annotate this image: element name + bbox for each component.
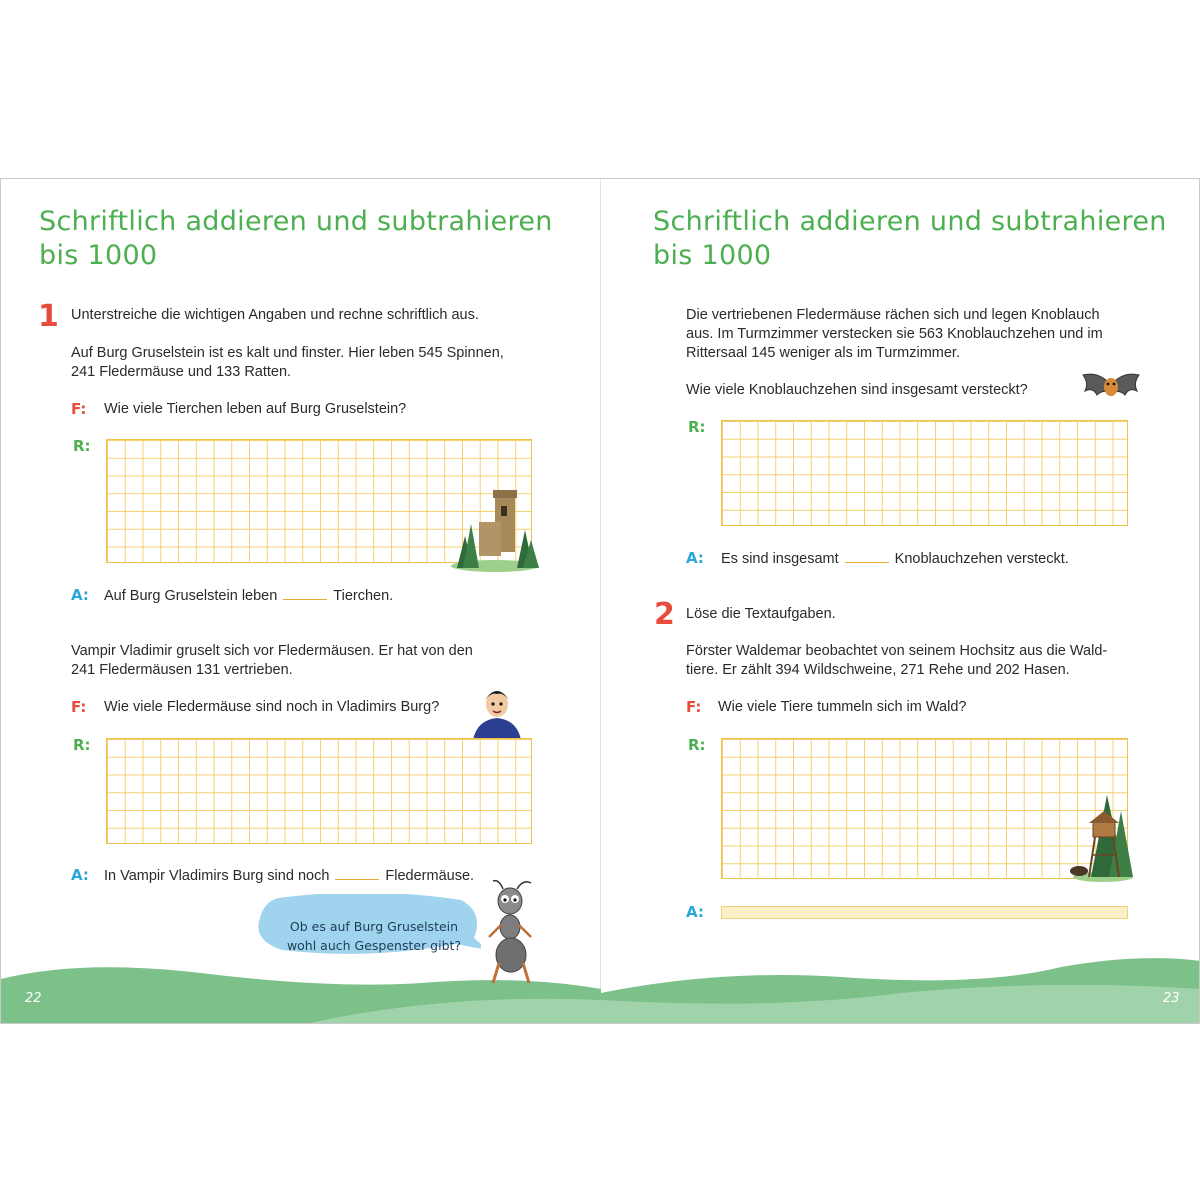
page-number-left: 22 xyxy=(25,991,42,1006)
task-1-instruction: Unterstreiche die wichtigen Angaben und rechne schriftlich aus. xyxy=(71,307,479,323)
right-page-title xyxy=(653,205,1167,273)
story-4-line2: tiere. Er zählt 394 Wildschweine, 271 Rehe und 202 Hasen. xyxy=(686,662,1070,678)
story-4-line1: Förster Waldemar beobachtet von seinem Hochsitz aus die Wald- xyxy=(686,643,1108,659)
answer-1-sentence xyxy=(104,587,393,606)
right-title-line1: Schriftlich addieren und subtrahieren xyxy=(653,206,1167,237)
page-number-right: 23 xyxy=(1163,991,1180,1006)
left-page-title xyxy=(39,205,553,273)
answer-2-after: Fledermäuse. xyxy=(385,868,475,884)
answer-3-after: Knoblauchzehen versteckt. xyxy=(894,551,1069,567)
calculation-grid-2[interactable] xyxy=(106,738,532,844)
answer-2-blank[interactable] xyxy=(335,879,379,880)
answer-3-sentence xyxy=(721,550,1069,569)
task-2-instruction: Löse die Textaufgaben. xyxy=(686,606,836,622)
answer-1-after: Tierchen. xyxy=(333,588,394,604)
page-gutter xyxy=(600,179,601,1023)
vampire-illustration xyxy=(471,684,523,740)
answer-1-blank[interactable] xyxy=(283,599,327,600)
story-1-line1: Auf Burg Gruselstein ist es kalt und finster. Hier leben 545 Spinnen, xyxy=(71,345,504,361)
story-3-line2: aus. Im Turmzimmer verstecken sie 563 Knoblauchzehen und im xyxy=(686,326,1103,342)
right-title-line2: bis 1000 xyxy=(653,240,772,271)
story-2-line2: 241 Fledermäusen 131 vertrieben. xyxy=(71,662,293,678)
hunting-stand-illustration xyxy=(1069,791,1133,883)
question-2-label: F: xyxy=(71,698,87,716)
answer-1-label: A: xyxy=(71,586,89,604)
bat-illustration xyxy=(1079,369,1143,407)
answer-4-label: A: xyxy=(686,903,704,921)
calculation-grid-3[interactable] xyxy=(721,420,1128,526)
answer-3-blank[interactable] xyxy=(845,562,889,563)
book-spread xyxy=(0,178,1200,1024)
castle-illustration xyxy=(449,484,541,574)
bubble-line2: wohl auch Gespenster gibt? xyxy=(286,938,462,953)
calculation-1-label: R: xyxy=(73,437,91,455)
calculation-grid-4[interactable] xyxy=(721,738,1128,879)
answer-1-before: Auf Burg Gruselstein leben xyxy=(104,588,278,604)
question-4-text: Wie viele Tiere tummeln sich im Wald? xyxy=(718,699,967,715)
calculation-2-label: R: xyxy=(73,736,91,754)
story-2-line1: Vampir Vladimir gruselt sich vor Fledermäusen. Er hat von den xyxy=(71,643,473,659)
answer-2-sentence xyxy=(104,867,474,886)
answer-2-label: A: xyxy=(71,866,89,884)
story-1-line2: 241 Fledermäuse und 133 Ratten. xyxy=(71,364,292,380)
story-3-line3: Rittersaal 145 weniger als im Turmzimmer. xyxy=(686,345,960,361)
task-number-1: 1 xyxy=(38,299,59,334)
answer-3-label: A: xyxy=(686,549,704,567)
answer-3-before: Es sind insgesamt xyxy=(721,551,839,567)
left-title-line2: bis 1000 xyxy=(39,240,158,271)
question-3-text: Wie viele Knoblauchzehen sind insgesamt versteckt? xyxy=(686,382,1028,398)
answer-2-before: In Vampir Vladimirs Burg sind noch xyxy=(104,868,330,884)
bubble-line1: Ob es auf Burg Gruselstein xyxy=(289,919,459,934)
speech-bubble-text xyxy=(279,917,469,955)
left-title-line1: Schriftlich addieren und subtrahieren xyxy=(39,206,553,237)
ant-illustration xyxy=(483,879,541,987)
question-1-label: F: xyxy=(71,400,87,418)
story-3-line1: Die vertriebenen Fledermäuse rächen sich und legen Knoblauch xyxy=(686,307,1100,323)
task-number-2: 2 xyxy=(654,597,675,632)
calculation-3-label: R: xyxy=(688,418,706,436)
question-1-text: Wie viele Tierchen leben auf Burg Gruselstein? xyxy=(104,401,407,417)
calculation-4-label: R: xyxy=(688,736,706,754)
answer-4-line[interactable] xyxy=(721,906,1128,919)
hills-background xyxy=(1,939,1200,1024)
question-2-text: Wie viele Fledermäuse sind noch in Vladimirs Burg? xyxy=(104,699,440,715)
question-4-label: F: xyxy=(686,698,702,716)
